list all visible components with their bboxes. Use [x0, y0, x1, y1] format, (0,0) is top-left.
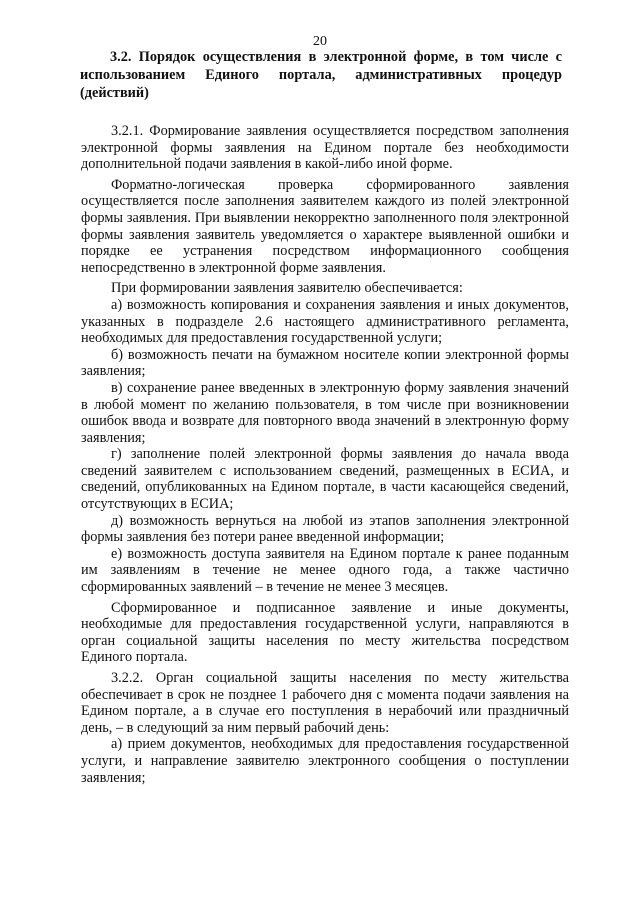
- paragraph: 3.2.1. Формирование заявления осуществляется посредством заполнения электронной формы заявления на Едином портале без необходимости дополнительной подачи заявления в какой-либо иной форме.: [81, 123, 569, 173]
- page-number: 20: [313, 34, 327, 49]
- list-item: е) возможность доступа заявителя на Едином портале к ранее поданным им заявлениям в течение не менее одного года, а также частично сформированных заявлений – в течение не менее 3 месяцев.: [81, 545, 569, 596]
- paragraph: Сформированное и подписанное заявление и иные документы, необходимые для предоставления государственной услуги, направляются в орган социальной защиты населения по месту жительства посредством Единого портала.: [81, 599, 569, 666]
- section-heading: 3.2. Порядок осуществления в электронной форме, в том числе с использованием Единого портала, административных процедур (действий): [80, 49, 562, 101]
- list-item: в) сохранение ранее введенных в электронную форму заявления значений в любой момент по желанию пользователя, в том числе при возникновении ошибок ввода и возврате для повторного ввода значений в электронную форму заявления;: [81, 379, 569, 446]
- list-item: а) возможность копирования и сохранения заявления и иных документов, указанных в подразделе 2.6 настоящего административного регламента, необходимых для предоставления государственной услуги;: [81, 296, 569, 347]
- paragraph: 3.2.2. Орган социальной защиты населения по месту жительства обеспечивает в срок не позднее 1 рабочего дня с момента подачи заявления на Едином портале, а в случае его поступления в нерабочий или праздничный день, – в следующий за ним первый рабочий день:: [81, 670, 569, 736]
- paragraph: При формировании заявления заявителю обеспечивается:: [111, 280, 463, 297]
- document-body: [81, 123, 569, 786]
- list-item: б) возможность печати на бумажном носителе копии электронной формы заявления;: [81, 346, 569, 380]
- list-item: д) возможность вернуться на любой из этапов заполнения электронной формы заявления без потери ранее введенной информации;: [81, 512, 569, 546]
- list-item: а) прием документов, необходимых для предоставления государственной услуги, и направление заявителю электронного сообщения о поступлении заявления;: [81, 736, 569, 786]
- list-item: г) заполнение полей электронной формы заявления до начала ввода сведений заявителем с использованием сведений, размещенных в ЕСИА, и сведений, опубликованных на Едином портале, в части касающейся сведений, отсутствующих в ЕСИА;: [81, 446, 569, 513]
- paragraph: Форматно-логическая проверка сформированного заявления осуществляется после заполнения заявителем каждого из полей электронной формы заявления. При выявлении некорректно заполненного поля электронной формы заявления заявитель уведомляется о характере выявленной ошибки и порядке ее устранения посредством информационного сообщения непосредственно в электронной форме заявления.: [81, 176, 569, 276]
